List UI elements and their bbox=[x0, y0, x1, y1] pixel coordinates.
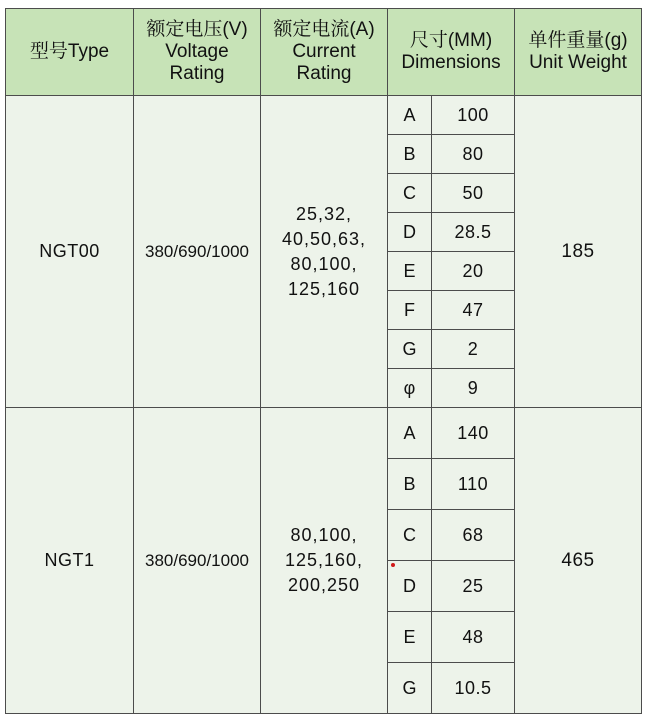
dimension-value: 68 bbox=[432, 510, 515, 561]
dimension-key: A bbox=[388, 408, 432, 459]
current-rating bbox=[261, 96, 388, 408]
fuse-spec-table bbox=[5, 8, 642, 714]
unit-weight: 465 bbox=[515, 408, 642, 714]
header-voltage-cn: 额定电压(V) bbox=[146, 19, 248, 40]
header-weight-en: Unit Weight bbox=[529, 52, 627, 73]
dimension-key: φ bbox=[388, 369, 432, 408]
dimension-value: 20 bbox=[432, 252, 515, 291]
red-ink-mark bbox=[391, 563, 395, 567]
header-voltage bbox=[134, 9, 261, 96]
current-rating-line: 125,160 bbox=[287, 278, 361, 299]
current-rating-line: 125,160, bbox=[284, 550, 364, 570]
dimension-value: 2 bbox=[432, 330, 515, 369]
model-type: NGT00 bbox=[6, 96, 134, 408]
current-rating bbox=[261, 408, 388, 714]
dimension-key: F bbox=[388, 291, 432, 330]
table-row bbox=[6, 96, 642, 135]
unit-weight: 185 bbox=[515, 96, 642, 408]
current-rating-line: 80,100, bbox=[290, 253, 358, 274]
header-weight bbox=[515, 9, 642, 96]
dimension-value: 28.5 bbox=[432, 213, 515, 252]
dimension-key: A bbox=[388, 96, 432, 135]
header-dimensions-cn: 尺寸(MM) bbox=[409, 30, 493, 51]
current-rating-line: 80,100, bbox=[290, 525, 358, 545]
dimension-key: D bbox=[388, 561, 432, 612]
dimension-key: E bbox=[388, 252, 432, 291]
dimension-key: C bbox=[388, 510, 432, 561]
header-voltage-en2: Rating bbox=[169, 63, 225, 84]
header-dimensions-en: Dimensions bbox=[401, 52, 501, 73]
dimension-value: 80 bbox=[432, 135, 515, 174]
table-row bbox=[6, 408, 642, 459]
dimension-value: 47 bbox=[432, 291, 515, 330]
header-voltage-en1: Voltage bbox=[165, 41, 229, 62]
header-current-en2: Rating bbox=[296, 63, 352, 84]
dimension-value: 140 bbox=[432, 408, 515, 459]
dimension-key: D bbox=[388, 213, 432, 252]
dimension-value: 9 bbox=[432, 369, 515, 408]
dimension-value: 10.5 bbox=[432, 663, 515, 714]
current-rating-line: 200,250 bbox=[287, 575, 361, 595]
header-current bbox=[261, 9, 388, 96]
header-type-label: 型号Type bbox=[29, 41, 110, 62]
dimension-key: G bbox=[388, 330, 432, 369]
header-dimensions bbox=[388, 9, 515, 96]
dimension-value: 110 bbox=[432, 459, 515, 510]
header-current-cn: 额定电流(A) bbox=[273, 19, 375, 40]
header-current-en1: Current bbox=[292, 41, 356, 62]
current-rating-line: 25,32, bbox=[295, 203, 353, 224]
dimension-value: 50 bbox=[432, 174, 515, 213]
model-type: NGT1 bbox=[6, 408, 134, 714]
voltage-rating: 380/690/1000 bbox=[134, 96, 261, 408]
header-row bbox=[6, 9, 642, 96]
dimension-key: E bbox=[388, 612, 432, 663]
dimension-key: C bbox=[388, 174, 432, 213]
header-type bbox=[6, 9, 134, 96]
dimension-value: 100 bbox=[432, 96, 515, 135]
current-rating-line: 40,50,63, bbox=[281, 228, 367, 249]
dimension-key: B bbox=[388, 459, 432, 510]
dimension-value: 48 bbox=[432, 612, 515, 663]
header-weight-cn: 单件重量(g) bbox=[528, 30, 628, 51]
voltage-rating: 380/690/1000 bbox=[134, 408, 261, 714]
dimension-key: G bbox=[388, 663, 432, 714]
dimension-key: B bbox=[388, 135, 432, 174]
dimension-value: 25 bbox=[432, 561, 515, 612]
